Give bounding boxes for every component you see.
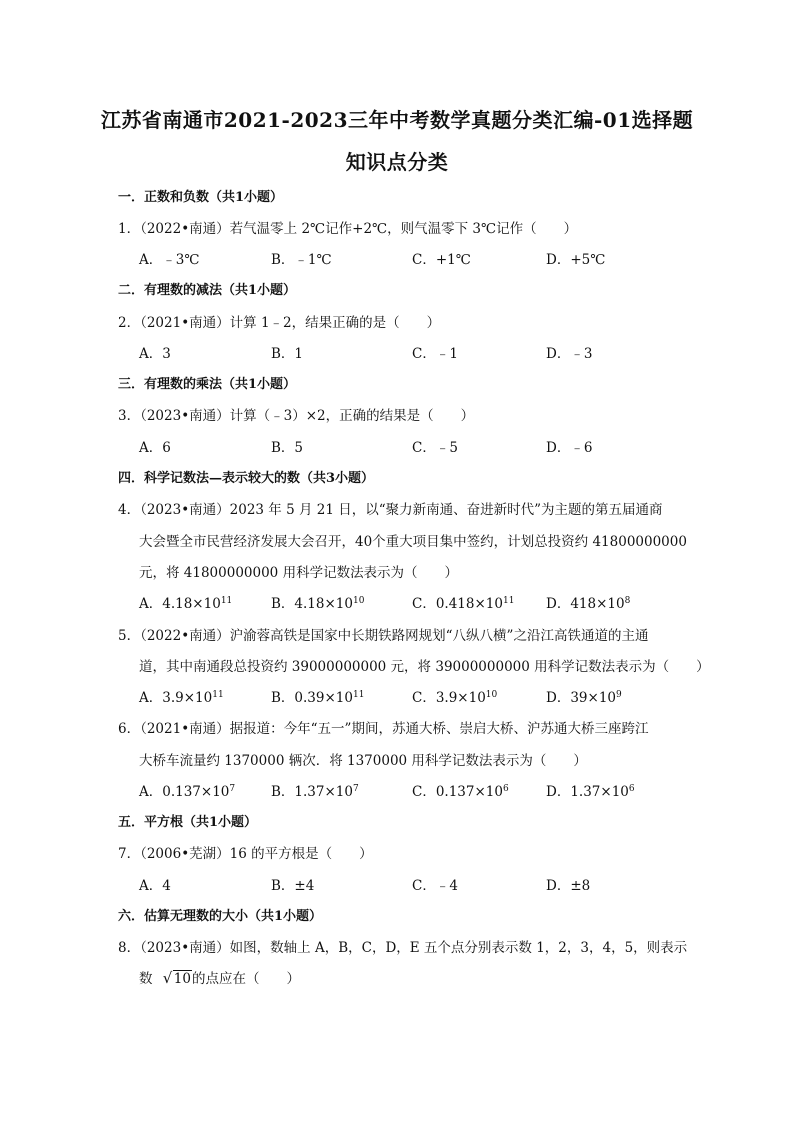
question-2-option-d: D．﹣3 (546, 346, 593, 362)
section-heading: 一．正数和负数（共1小题） (118, 190, 284, 205)
question-6-stem-line1: 6．（2021•南通）据报道：今年“五一”期间，苏通大桥、崇启大桥、沪苏通大桥三座跨江 (118, 721, 649, 737)
section-heading: 三．有理数的乘法（共1小题） (118, 377, 297, 392)
question-5-option-c: C．$3.9\times 10^{10}$ (412, 690, 498, 706)
question-5-option-a: A．$3.9\times 10^{11}$ (139, 690, 224, 706)
question-3-option-a: A．6 (139, 440, 171, 456)
question-3-option-d: D．﹣6 (546, 440, 593, 456)
question-7-option-c: C．﹣4 (412, 878, 458, 894)
question-4-stem-line2: 大会暨全市民营经济发展大会召开，40个重大项目集中签约，计划总投资约 41800000000 (139, 534, 687, 550)
question-6-option-d: D．$1.37\times 10^6$ (546, 784, 635, 800)
question-3-option-b: B．5 (271, 440, 304, 456)
square-root-expression: √ 10 (162, 969, 191, 987)
question-7-option-b: B．±4 (271, 878, 315, 894)
question-8-stem-line1: 8．（2023•南通）如图，数轴上 A，B，C，D，E 五个点分别表示数 1，2，3，4，5，则表示 (118, 940, 688, 956)
question-4-option-b: B．$4.18\times 10^{10}$ (271, 596, 365, 612)
section-heading: 四．科学记数法—表示较大的数（共3小题） (118, 471, 375, 486)
question-4-option-a: A．$4.18\times 10^{11}$ (139, 596, 233, 612)
question-5-option-b: B．$0.39\times 10^{11}$ (271, 690, 365, 706)
question-2-option-a: A．3 (139, 346, 171, 362)
question-1-option-d: D．+5℃ (546, 252, 606, 268)
question-5-option-d: D．$39\times 10^9$ (546, 690, 622, 706)
question-5-stem-line2: 道，其中南通段总投资约 39000000000 元，将 39000000000 用科学记数法表示为（ ） (139, 659, 710, 675)
question-6-option-b: B．$1.37\times 10^7$ (271, 784, 359, 800)
question-6-option-a: A．$0.137\times 10^7$ (139, 784, 236, 800)
question-3-stem: 3．（2023•南通）计算（﹣3）×2，正确的结果是（ ） (118, 408, 475, 424)
section-heading: 六．估算无理数的大小（共1小题） (118, 909, 323, 924)
question-2-stem: 2．（2021•南通）计算 1﹣2，结果正确的是（ ） (118, 315, 441, 331)
question-1-option-b: B．﹣1℃ (271, 252, 332, 268)
document-subtitle: 知识点分类 (345, 150, 449, 174)
question-4-stem-line1: 4．（2023•南通）2023 年 5 月 21 日，以“聚力新南通、奋进新时代”为主题的第五届通商 (118, 502, 663, 518)
question-8-stem-line2: 数 √ 10的点应在（ ） (139, 969, 300, 987)
question-3-option-c: C．﹣5 (412, 440, 458, 456)
question-6-option-c: C．$0.137\times 10^6$ (412, 784, 509, 800)
question-2-option-b: B．1 (271, 346, 304, 362)
question-4-stem-line3: 元，将 41800000000 用科学记数法表示为（ ） (139, 565, 459, 581)
question-4-option-d: D．$418\times 10^8$ (546, 596, 631, 612)
section-heading: 五．平方根（共1小题） (118, 815, 258, 830)
question-5-stem-line1: 5．（2022•南通）沪渝蓉高铁是国家中长期铁路网规划“八纵八横”之沿江高铁通道的主通 (118, 628, 649, 644)
question-1-stem: 1．（2022•南通）若气温零上 2℃记作+2℃，则气温零下 3℃记作（ ） (118, 221, 578, 237)
question-1-option-c: C．+1℃ (412, 252, 471, 268)
question-2-option-c: C．﹣1 (412, 346, 458, 362)
question-7-stem: 7．（2006•芜湖）16 的平方根是（ ） (118, 846, 373, 862)
question-7-option-d: D．±8 (546, 878, 591, 894)
question-7-option-a: A．4 (139, 878, 171, 894)
document-title: 江苏省南通市2021-2023三年中考数学真题分类汇编-01选择题 (100, 108, 694, 132)
question-1-option-a: A．﹣3℃ (139, 252, 200, 268)
question-6-stem-line2: 大桥车流量约 1370000 辆次．将 1370000 用科学记数法表示为（ ） (139, 753, 587, 769)
section-heading: 二．有理数的减法（共1小题） (118, 283, 297, 298)
question-4-option-c: C．$0.418\times 10^{11}$ (412, 596, 515, 612)
